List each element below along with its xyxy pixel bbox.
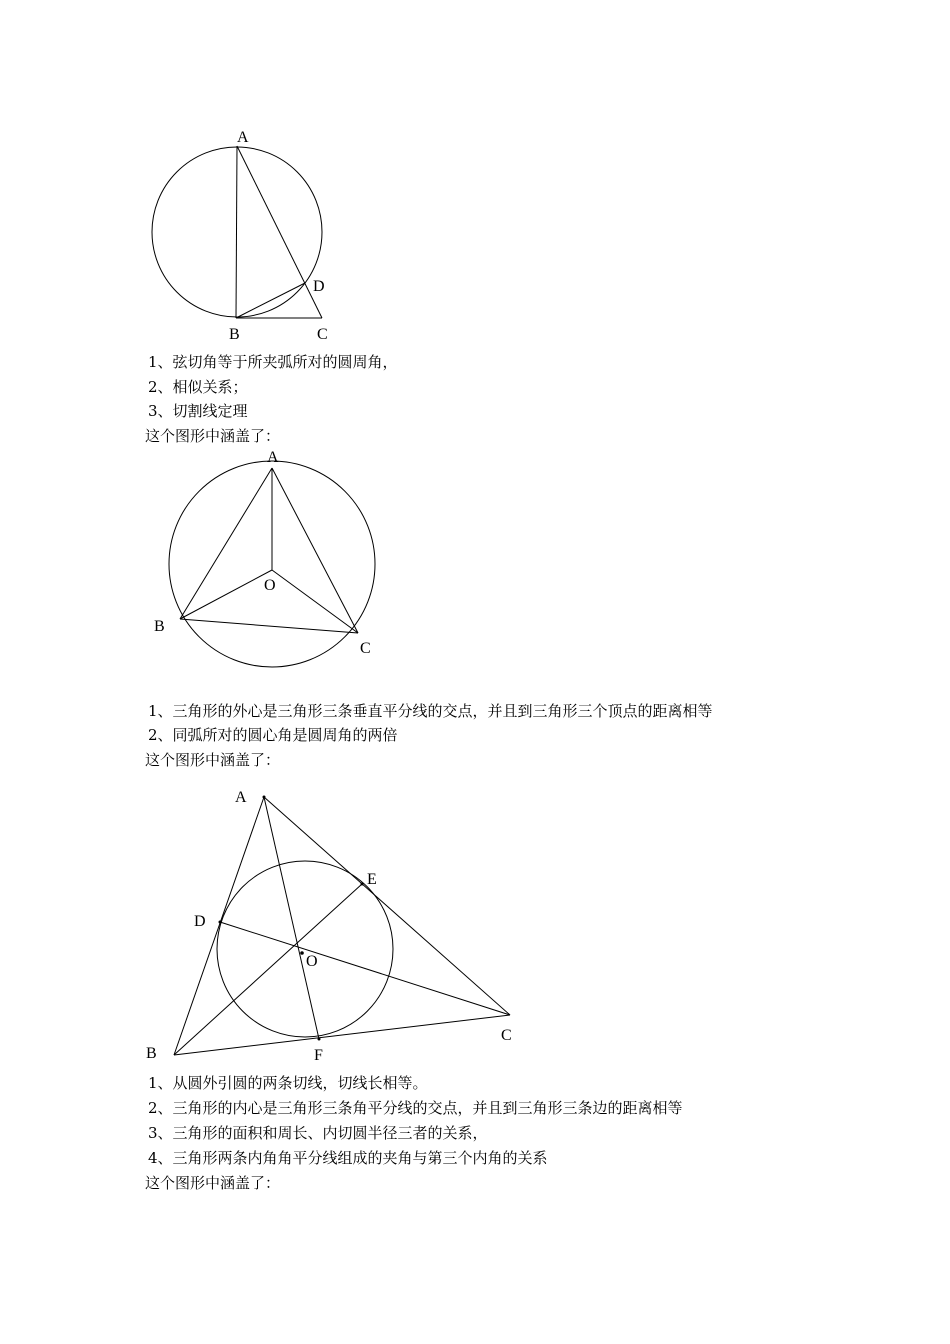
- section1-item-1: 1、弦切角等于所夹弧所对的圆周角，: [148, 353, 398, 371]
- fig3-point-a: [263, 796, 266, 799]
- figure-1: [0, 0, 950, 360]
- fig2-label-a: A: [267, 449, 279, 466]
- fig3-label-o: O: [306, 953, 318, 970]
- fig3-label-d: D: [194, 913, 206, 930]
- fig2-label-o: O: [264, 577, 276, 594]
- figure-1-svg: [0, 0, 950, 360]
- fig3-point-f: [318, 1038, 321, 1041]
- figure-3: [0, 780, 950, 1070]
- fig2-label-b: B: [154, 618, 165, 635]
- fig2-segment-ab: [180, 468, 272, 619]
- fig1-label-c: C: [317, 326, 328, 343]
- fig1-segment-ac: [237, 146, 322, 318]
- fig3-label-b: B: [146, 1045, 157, 1062]
- section1-item-2: 2、相似关系；: [148, 378, 248, 396]
- fig3-point-d: [219, 921, 222, 924]
- fig1-label-d: D: [313, 278, 325, 295]
- fig3-label-c: C: [501, 1027, 512, 1044]
- fig1-label-a: A: [237, 129, 249, 146]
- section3-item-3: 3、三角形的面积和周长、内切圆半径三者的关系，: [148, 1124, 488, 1142]
- fig2-segment-ob: [180, 570, 272, 619]
- fig1-segment-ab: [236, 146, 237, 318]
- fig3-label-a: A: [235, 789, 247, 806]
- fig3-segment-ac: [264, 797, 510, 1015]
- fig2-segment-bc: [180, 619, 358, 633]
- section2-item-1: 1、三角形的外心是三角形三条垂直平分线的交点，并且到三角形三个顶点的距离相等: [148, 702, 713, 720]
- fig3-segment-ab: [174, 797, 264, 1055]
- fig3-point-o: [300, 951, 304, 955]
- section3-item-4: 4、三角形两条内角角平分线组成的夹角与第三个内角的关系: [148, 1149, 548, 1167]
- section1-footer: 这个图形中涵盖了：: [145, 427, 281, 445]
- fig3-segment-bc: [174, 1015, 510, 1055]
- section3-item-1: 1、从圆外引圆的两条切线，切线长相等。: [148, 1074, 428, 1092]
- fig1-label-b: B: [229, 326, 240, 343]
- fig3-segment-cd: [220, 922, 510, 1015]
- fig3-segment-af: [264, 797, 319, 1039]
- section3-footer: 这个图形中涵盖了：: [145, 1174, 281, 1192]
- figure-2-svg: [0, 440, 950, 670]
- fig2-label-c: C: [360, 640, 371, 657]
- fig3-label-f: F: [314, 1047, 323, 1064]
- figure-2: [0, 440, 950, 670]
- fig3-label-e: E: [367, 871, 377, 888]
- fig2-segment-ac: [272, 468, 358, 633]
- fig1-segment-bd: [236, 283, 305, 318]
- section2-footer: 这个图形中涵盖了：: [145, 751, 281, 769]
- section3-item-2: 2、三角形的内心是三角形三条角平分线的交点，并且到三角形三条边的距离相等: [148, 1099, 683, 1117]
- figure-3-svg: [0, 780, 950, 1070]
- fig2-segment-oc: [272, 570, 358, 633]
- section2-item-2: 2、同弧所对的圆心角是圆周角的两倍: [148, 726, 398, 744]
- section1-item-3: 3、切割线定理: [148, 402, 248, 420]
- fig3-point-e: [361, 883, 364, 886]
